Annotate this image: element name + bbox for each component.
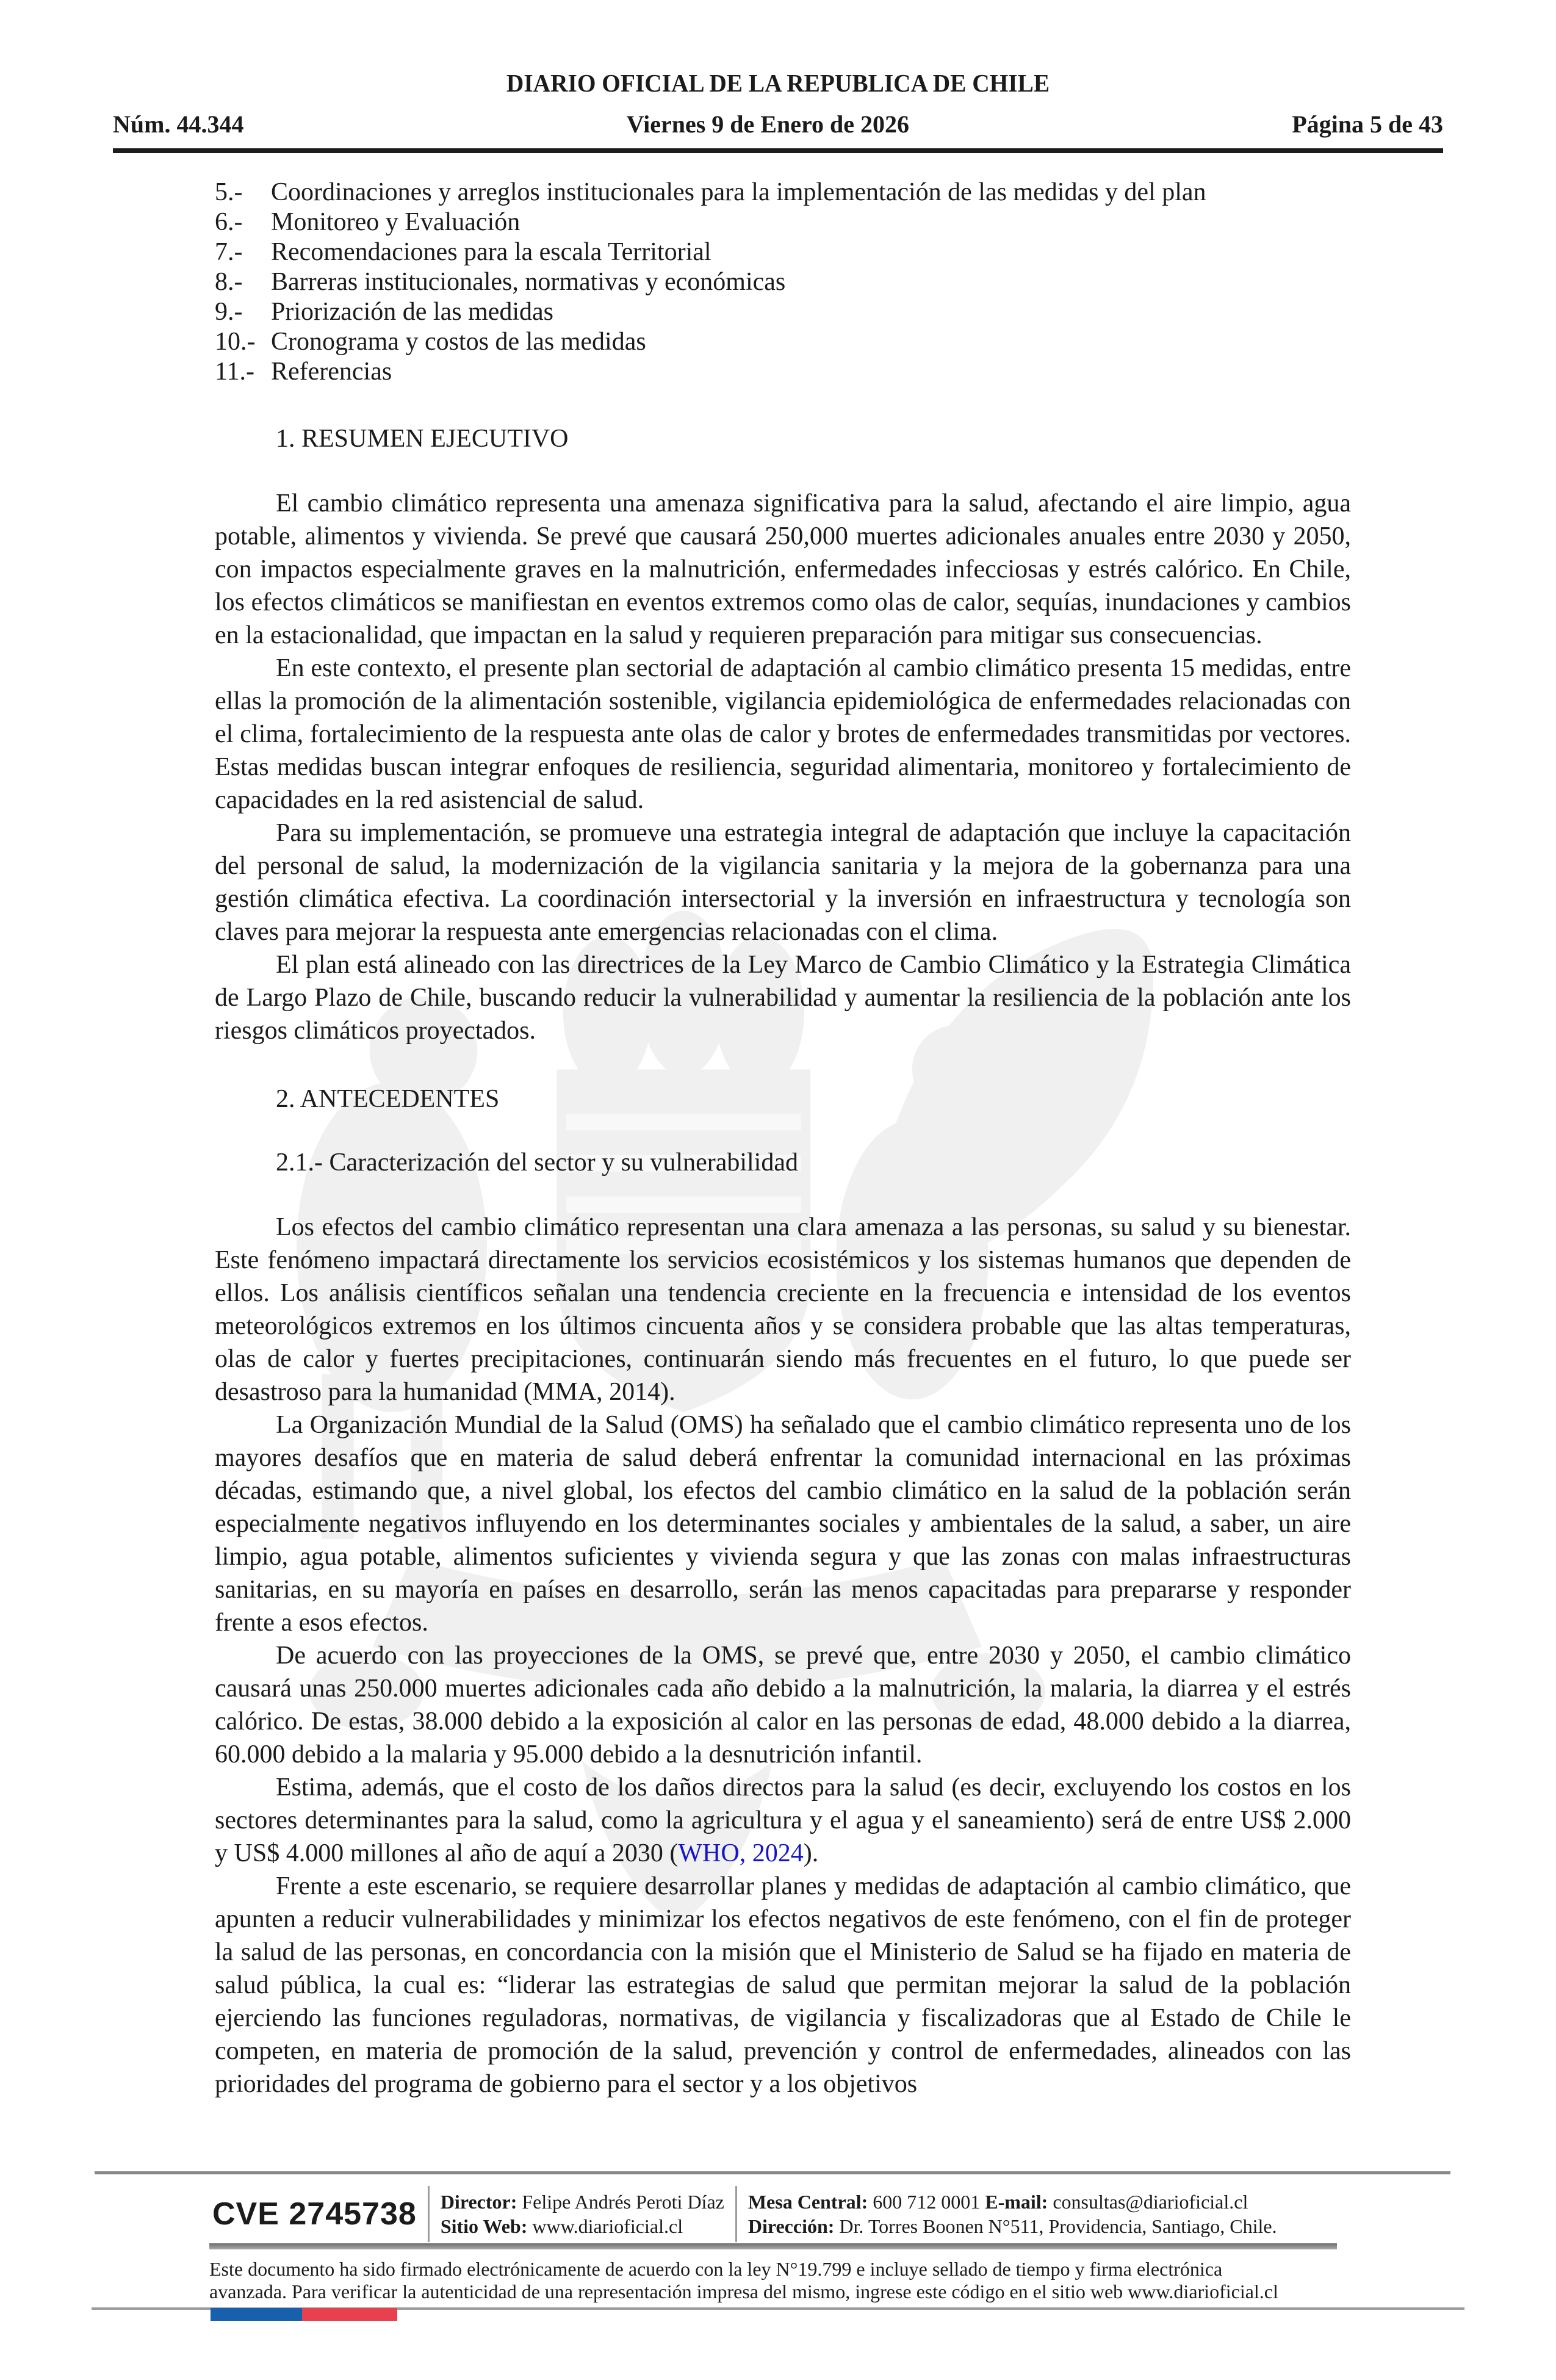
toc-item-number: 9.- (215, 298, 243, 326)
toc-item-label: Monitoreo y Evaluación (271, 208, 520, 236)
sitio-web-value: www.diarioficial.cl (532, 2215, 683, 2237)
footer-divider-vertical (428, 2186, 430, 2242)
director-line (441, 2190, 724, 2214)
paragraph: La Organización Mundial de la Salud (OMS) ha señalado que el cambio climático representa uno de los mayores desafíos que en materia de salud deberá enfrentar la comunidad internacional en las próximas décadas, estimando que, a nivel global, los efectos del cambio climático en la salud de la población serán especialmente negativos influyendo en los determinantes sociales y ambientales de la salud, a saber, un aire limpio, agua potable, alimentos suficientes y vivienda segura y que las zonas con malas infraestructuras sanitarias, en su mayoría en países en desarrollo, serán las menos capacitadas para prepararse y responder frente a esos efectos. (215, 1411, 1351, 1637)
mesa-central-line (748, 2190, 1277, 2214)
toc-item-label: Barreras institucionales, normativas y económicas (271, 268, 786, 296)
sitio-web-line (441, 2214, 724, 2238)
table-of-contents (215, 178, 1351, 387)
toc-item-number: 10.- (215, 328, 256, 356)
legal-line-2: avanzada. Para verificar la autenticidad de una representación impresa del mismo, ingrese este código en el sitio web www.diarioficial.cl (209, 2281, 1278, 2302)
mesa-central-label: Mesa Central: (747, 2191, 868, 2213)
who-2024-link[interactable]: WHO, 2024 (678, 1839, 804, 1867)
toc-item (215, 237, 1351, 267)
masthead-title: DIARIO OFICIAL DE LA REPUBLICA DE CHILE (506, 69, 1050, 97)
cve-code: CVE 2745738 (212, 2196, 417, 2232)
paragraph: El cambio climático representa una amenaza significativa para la salud, afectando el aire limpio, agua potable, alimentos y vivienda. Se prevé que causará 250,000 muertes adicionales anuales entre 2030 y 2050, con impactos especialmente graves en la malnutrición, enfermedades infecciosas y estrés calórico. En Chile, los efectos climáticos se manifiestan en eventos extremos como olas de calor, sequías, inundaciones y cambios en la estacionalidad, que impactan en la salud y requieren preparación para mitigar sus consecuencias. (215, 489, 1351, 649)
document-body (215, 178, 1351, 2101)
legal-notice (209, 2258, 1369, 2303)
issue-date: Viernes 9 de Enero de 2026 (626, 110, 909, 138)
header-divider (113, 148, 1443, 153)
director-label: Director: (440, 2191, 517, 2213)
toc-item-number: 7.- (215, 238, 243, 266)
page-header (0, 0, 1556, 153)
toc-item (215, 207, 1351, 237)
toc-item (215, 178, 1351, 207)
email-label: E-mail: (985, 2191, 1048, 2213)
paragraph: De acuerdo con las proyecciones de la OMS, se prevé que, entre 2030 y 2050, el cambio climático causará unas 250.000 muertes adicionales cada año debido a la malnutrición, la malaria, la diarrea y el estrés calórico. De estas, 38.000 debido a la exposición al calor en las personas de edad, 48.000 debido a la diarrea, 60.000 debido a la malaria y 95.000 debido a la desnutrición infantil. (215, 1642, 1351, 1769)
footer-double-divider (209, 2243, 1337, 2249)
sitio-web-label: Sitio Web: (440, 2215, 528, 2237)
toc-item-label: Referencias (271, 358, 392, 386)
paragraph: Frente a este escenario, se requiere desarrollar planes y medidas de adaptación al cambio climático, que apunten a reducir vulnerabilidades y minimizar los efectos negativos de este fenómeno, con el fin de proteger la salud de las personas, en concordancia con la misión que el Ministerio de Salud se ha fijado en materia de salud pública, la cual es: “liderar las estrategias de salud que permitan mejorar la salud de la población ejerciendo las funciones reguladoras, normativas, de vigilancia y fiscalizadoras que al Estado de Chile le competen, en materia de promoción de la salud, prevención y control de enfermedades, alineados con las prioridades del programa de gobierno para el sector y a los objetivos (215, 1872, 1351, 2098)
paragraph (215, 1771, 1351, 1870)
paragraph-text: ). (803, 1839, 819, 1867)
footer-director-column (441, 2190, 724, 2238)
toc-item-number: 5.- (215, 178, 243, 206)
footer-contact-column (748, 2190, 1277, 2238)
direccion-value: Dr. Torres Boonen N°511, Providencia, Santiago, Chile. (839, 2215, 1277, 2237)
toc-item-number: 8.- (215, 268, 243, 296)
toc-item-number: 11.- (215, 358, 254, 386)
toc-item (215, 267, 1351, 297)
direccion-label: Dirección: (747, 2215, 835, 2237)
flag-red-block (302, 2308, 397, 2321)
footer-top-divider (95, 2171, 1450, 2174)
toc-item-label: Priorización de las medidas (271, 298, 554, 326)
section-heading-resumen: 1. RESUMEN EJECUTIVO (276, 425, 569, 453)
toc-item (215, 327, 1351, 357)
footer-divider-vertical (735, 2186, 737, 2242)
footer-info-bar (212, 2186, 1356, 2242)
toc-item (215, 297, 1351, 327)
section-heading-antecedentes: 2. ANTECEDENTES (276, 1085, 500, 1113)
email-value: consultas@diarioficial.cl (1053, 2191, 1248, 2213)
toc-item-label: Recomendaciones para la escala Territorial (271, 238, 711, 266)
subsection-heading-caracterizacion: 2.1.- Caracterización del sector y su vulnerabilidad (276, 1149, 798, 1177)
toc-item (215, 357, 1351, 387)
page-indicator: Página 5 de 43 (1292, 110, 1443, 138)
paragraph: En este contexto, el presente plan sectorial de adaptación al cambio climático presenta 15 medidas, entre ellas la promoción de la alimentación sostenible, vigilancia epidemiológica de enfermedades relacionadas con el clima, fortalecimiento de la respuesta ante olas de calor y brotes de enfermedades transmitidas por vectores. Estas medidas buscan integrar enfoques de resiliencia, seguridad alimentaria, monitoreo y fortalecimiento de capacidades en la red asistencial de salud. (215, 654, 1351, 814)
flag-blue-block (211, 2308, 302, 2321)
direccion-line (748, 2214, 1277, 2238)
paragraph: El plan está alineado con las directrices de la Ley Marco de Cambio Climático y la Estrategia Climática de Largo Plazo de Chile, buscando reducir la vulnerabilidad y aumentar la resiliencia de la población ante los riesgos climáticos proyectados. (215, 951, 1351, 1045)
legal-line-1: Este documento ha sido firmado electrónicamente de acuerdo con la ley N°19.799 e incluye sellado de tiempo y firma electrónica (209, 2258, 1223, 2280)
toc-item-number: 6.- (215, 208, 243, 236)
header-info-row (113, 110, 1443, 139)
director-value: Felipe Andrés Peroti Díaz (522, 2191, 724, 2213)
issue-number: Núm. 44.344 (113, 110, 244, 138)
paragraph-text: Estima, además, que el costo de los daños directos para la salud (es decir, excluyendo los costos en los sectores determinantes para la salud, como la agricultura y el agua y el saneamiento) será de entre US$ 2.000 y US$ 4.000 millones al año de aquí a 2030 ( (215, 1773, 1351, 1867)
paragraph: Para su implementación, se promueve una estrategia integral de adaptación que incluye la capacitación del personal de salud, la modernización de la vigilancia sanitaria y la mejora de la gobernanza para una gestión climática efectiva. La coordinación intersectorial y la inversión en infraestructura y tecnología son claves para mejorar la respuesta ante emergencias relacionadas con el clima. (215, 819, 1351, 946)
toc-item-label: Coordinaciones y arreglos institucionales para la implementación de las medidas y del plan (271, 178, 1206, 206)
mesa-central-value: 600 712 0001 (873, 2191, 981, 2213)
paragraph: Los efectos del cambio climático representan una clara amenaza a las personas, su salud y su bienestar. Este fenómeno impactará directamente los servicios ecosistémicos y los sistemas humanos que dependen de ellos. Los análisis científicos señalan una tendencia creciente en la frecuencia e intensidad de los eventos meteorológicos extremos en los últimos cincuenta años y se considera probable que las altas temperaturas, olas de calor y fuertes precipitaciones, continuarán siendo más frecuentes en el futuro, lo que puede ser desastroso para la humanidad (MMA, 2014). (215, 1213, 1351, 1406)
toc-item-label: Cronograma y costos de las medidas (271, 328, 646, 356)
